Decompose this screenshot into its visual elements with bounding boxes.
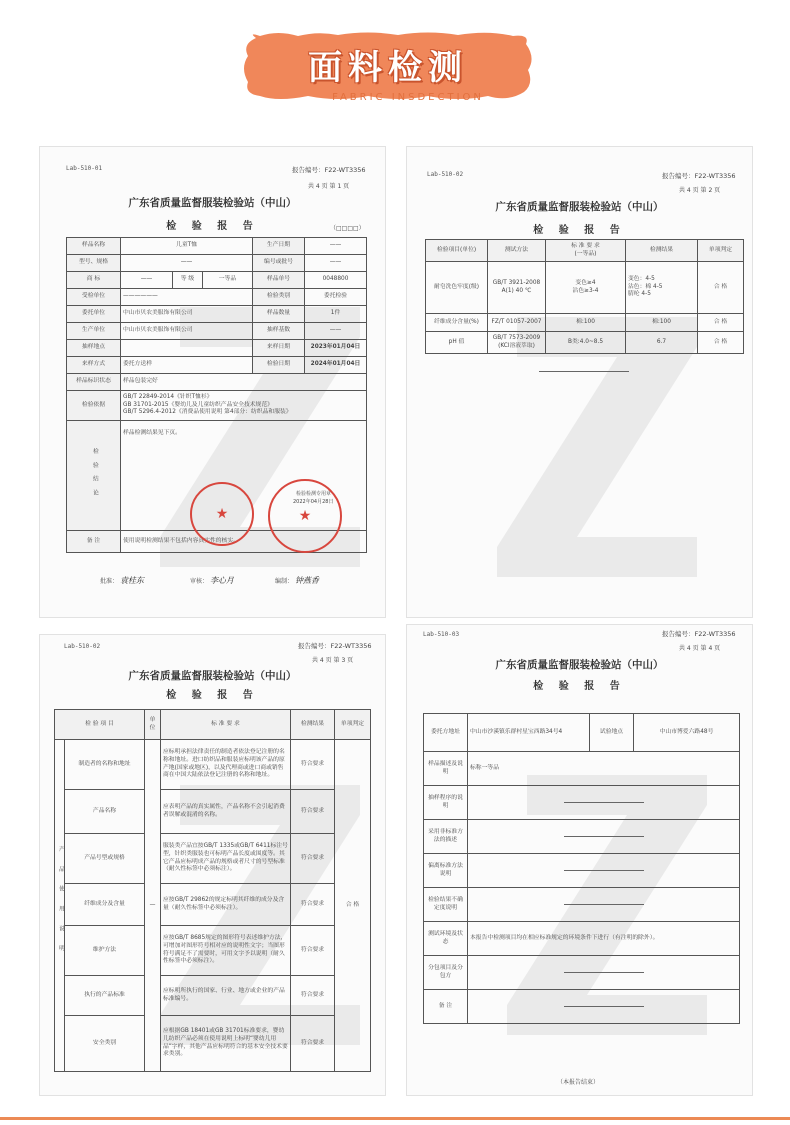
table-cell: 执行的产品标准 bbox=[65, 976, 145, 1016]
table-cell: 委托单位 bbox=[67, 306, 121, 323]
table-cell: 样品标识状态 bbox=[67, 374, 121, 391]
table-cell: — bbox=[145, 740, 161, 1072]
table-cell: 标称一等品 bbox=[468, 752, 740, 786]
report-page-2 bbox=[407, 147, 752, 617]
table-cell bbox=[468, 888, 740, 922]
table-cell: 采用非标准方法的描述 bbox=[424, 820, 468, 854]
report-number: 报告编号：F22-WT3356 bbox=[662, 172, 736, 180]
table-cell: 应按GB/T 29862的规定标明其纤维的成分及含量（耐久性标签中必须标注）。 bbox=[161, 884, 291, 926]
table-cell bbox=[468, 820, 740, 854]
table-cell: 应标明承担法律责任的制造者依法登记注册的名称和地址。进口纺织品和服装应标明该产品的原产地(国家或地区)，以及代理商或进口商或销售商在中国大陆依法登记注册的名称和地址。 bbox=[161, 740, 291, 790]
table-cell: 变色≥4 沾色≥3-4 bbox=[546, 262, 626, 314]
label-check-table bbox=[54, 709, 371, 1072]
form-code: Lab-510-01 bbox=[66, 165, 103, 172]
table-row bbox=[55, 884, 371, 926]
table-cell: 棉:100 bbox=[626, 314, 698, 332]
table-cell bbox=[121, 340, 253, 357]
table-cell: 应标明所执行的国家、行业、地方或企业的产品标准编号。 bbox=[161, 976, 291, 1016]
table-cell: 测试环境及状态 bbox=[424, 922, 468, 956]
table-cell: —— bbox=[305, 238, 367, 255]
table-cell: —— bbox=[305, 255, 367, 272]
table-cell: 制造者的名称和地址 bbox=[65, 740, 145, 790]
table-row bbox=[424, 854, 740, 888]
table-cell: 合 格 bbox=[698, 332, 744, 354]
table-row bbox=[55, 740, 371, 790]
table-cell: 来样日期 bbox=[253, 340, 305, 357]
conclusion-text: 样品检测结果见下页。 bbox=[123, 430, 181, 436]
header-subtitle: FABRIC INSDECTION bbox=[332, 92, 484, 103]
table-row bbox=[424, 990, 740, 1024]
bottom-divider bbox=[0, 1117, 790, 1120]
page-number: 共 4 页 第 1 页 bbox=[308, 183, 350, 190]
table-cell: 编号或批号 bbox=[253, 255, 305, 272]
table-cell: 一等品 bbox=[203, 272, 253, 289]
table-cell: 符合要求 bbox=[291, 926, 335, 976]
table-cell: 1件 bbox=[305, 306, 367, 323]
table-cell: B类:4.0~8.5 bbox=[546, 332, 626, 354]
page-number: 共 4 页 第 2 页 bbox=[679, 187, 721, 194]
review-signature: 审核： 李心月 bbox=[190, 576, 234, 585]
stamp-caption: 检验检测专用章 bbox=[296, 491, 332, 497]
table-cell: 来样方式 bbox=[67, 357, 121, 374]
report-title: 检 验 报 告 bbox=[166, 690, 259, 701]
table-cell: 儿童T恤 bbox=[121, 238, 253, 255]
table-cell: 偏离标准方法说明 bbox=[424, 854, 468, 888]
table-row bbox=[424, 922, 740, 956]
table-cell: 中山市沙溪镇乐群村星宝西路34号4 bbox=[468, 714, 590, 752]
table-row bbox=[424, 714, 740, 752]
table-cell: 产品使用说明 bbox=[55, 740, 65, 1072]
table-cell: 符合要求 bbox=[291, 1016, 335, 1072]
table-cell: 本报告中检测项目均在相应标准规定的环境条件下进行（有注明的除外）。 bbox=[468, 922, 740, 956]
table-cell bbox=[468, 990, 740, 1024]
approve-signature: 批准： 袁桂东 bbox=[100, 576, 144, 585]
table-row bbox=[424, 820, 740, 854]
table-cell: 符合要求 bbox=[291, 884, 335, 926]
table-cell: 检测结果 bbox=[626, 240, 698, 262]
table-cell: —————— bbox=[121, 289, 253, 306]
table-row bbox=[424, 786, 740, 820]
table-cell: pH 值 bbox=[426, 332, 488, 354]
table-cell: 单位 bbox=[145, 710, 161, 740]
table-cell: 分包项目及分包方 bbox=[424, 956, 468, 990]
table-row bbox=[55, 790, 371, 834]
table-cell: 检验日期 bbox=[253, 357, 305, 374]
table-cell: 标 准 要 求 bbox=[161, 710, 291, 740]
table-row bbox=[424, 956, 740, 990]
table-cell: 2024年01月04日 bbox=[305, 357, 367, 374]
table-row bbox=[426, 262, 744, 314]
table-cell: 中山市博爱六路48号 bbox=[634, 714, 740, 752]
table-cell: 抽样地点 bbox=[67, 340, 121, 357]
end-line bbox=[539, 371, 629, 372]
report-notes-table bbox=[423, 713, 740, 1024]
report-end-note: （本报告结束） bbox=[557, 1079, 600, 1086]
table-cell: 符合要求 bbox=[291, 834, 335, 884]
table-cell: 商 标 bbox=[67, 272, 121, 289]
table-cell: GB/T 7573-2009 (KCl溶液萃取) bbox=[488, 332, 546, 354]
table-cell: 纤维成分含量(%) bbox=[426, 314, 488, 332]
station-name: 广东省质量监督服装检验站（中山） bbox=[128, 670, 297, 682]
table-cell: 6.7 bbox=[626, 332, 698, 354]
table-cell: 样品描述及说明 bbox=[424, 752, 468, 786]
table-cell: 测试方法 bbox=[488, 240, 546, 262]
editor-signature: 编制： 钟燕香 bbox=[275, 576, 319, 585]
table-cell: 抽样程序的说明 bbox=[424, 786, 468, 820]
table-cell: 检验结果不确定度说明 bbox=[424, 888, 468, 922]
table-cell: 耐皂洗色牢度(级) bbox=[426, 262, 488, 314]
table-cell: 检测结果 bbox=[291, 710, 335, 740]
report-page-4 bbox=[407, 625, 752, 1095]
table-cell: 备 注 bbox=[67, 531, 121, 553]
table-cell: 使用说明检测结果不包括内容真实性的核实。 bbox=[121, 531, 367, 553]
report-number: 报告编号：F22-WT3356 bbox=[298, 642, 372, 650]
table-cell: 符合要求 bbox=[291, 976, 335, 1016]
table-cell: 合 格 bbox=[698, 262, 744, 314]
table-cell: 委托方地址 bbox=[424, 714, 468, 752]
table-cell: 单项判定 bbox=[335, 710, 371, 740]
table-row bbox=[55, 834, 371, 884]
table-cell: 生产日期 bbox=[253, 238, 305, 255]
table-cell: 安全类别 bbox=[65, 1016, 145, 1072]
table-cell: 委托检验 bbox=[305, 289, 367, 306]
table-cell: 样品单号 bbox=[253, 272, 305, 289]
table-cell: 生产单位 bbox=[67, 323, 121, 340]
table-cell: 委托方送样 bbox=[121, 357, 253, 374]
table-cell: 检验项目(单位) bbox=[426, 240, 488, 262]
report-title: 检 验 报 告 bbox=[533, 225, 626, 236]
table-cell: 样品包装完好 bbox=[121, 374, 367, 391]
corner-mark: （□□□□） bbox=[330, 225, 365, 232]
station-name: 广东省质量监督服装检验站（中山） bbox=[128, 197, 297, 209]
table-cell bbox=[468, 786, 740, 820]
table-cell: 样品名称 bbox=[67, 238, 121, 255]
table-cell: —— bbox=[121, 272, 173, 289]
form-code: Lab-510-03 bbox=[423, 631, 460, 638]
table-row bbox=[424, 752, 740, 786]
table-cell: 符合要求 bbox=[291, 790, 335, 834]
station-name: 广东省质量监督服装检验站（中山） bbox=[495, 659, 664, 671]
table-cell: 单项判定 bbox=[698, 240, 744, 262]
table-row bbox=[426, 332, 744, 354]
table-cell: 检验依据 bbox=[67, 391, 121, 421]
table-row bbox=[55, 926, 371, 976]
form-code: Lab-510-02 bbox=[427, 171, 464, 178]
table-cell: 0048800 bbox=[305, 272, 367, 289]
table-cell: 服装类产品宜按GB/T 1335或GB/T 6411标注号型，针织类服装也可标明产品长度或围度等。其它产品应标明成产品的规格或者尺寸的号型标准（耐久性标签中必须标注）。 bbox=[161, 834, 291, 884]
table-cell: 合 格 bbox=[335, 740, 371, 1072]
table-cell: 受检单位 bbox=[67, 289, 121, 306]
table-cell: 产品号型或规格 bbox=[65, 834, 145, 884]
table-cell: 2023年01月04日 bbox=[305, 340, 367, 357]
table-row bbox=[55, 1016, 371, 1072]
report-number: 报告编号：F22-WT3356 bbox=[292, 166, 366, 174]
table-cell: 棉:100 bbox=[546, 314, 626, 332]
report-title: 检 验 报 告 bbox=[533, 681, 626, 692]
report-page-1 bbox=[40, 147, 385, 617]
header-title: 面料检测 bbox=[308, 48, 468, 88]
table-cell: 中山市贝农美服饰有限公司 bbox=[121, 323, 253, 340]
report-title: 检 验 报 告 bbox=[166, 221, 259, 232]
test-results-table bbox=[425, 239, 744, 354]
table-cell: 抽样基数 bbox=[253, 323, 305, 340]
table-cell: 维护方法 bbox=[65, 926, 145, 976]
table-cell: 应表明产品的真实属性，产品名称不会引起消费者误解或混淆的名称。 bbox=[161, 790, 291, 834]
table-cell: 备 注 bbox=[424, 990, 468, 1024]
table-cell: 型号、规格 bbox=[67, 255, 121, 272]
report-page-3 bbox=[40, 635, 385, 1095]
table-cell: 检 验 项 目 bbox=[55, 710, 145, 740]
table-cell: FZ/T 01057-2007 bbox=[488, 314, 546, 332]
watermark-logo bbox=[497, 317, 697, 577]
table-row bbox=[55, 976, 371, 1016]
table-cell: 合 格 bbox=[698, 314, 744, 332]
page-number: 共 4 页 第 4 页 bbox=[679, 645, 721, 652]
red-seal-right: ★ bbox=[268, 479, 342, 553]
table-cell: —— bbox=[121, 255, 253, 272]
table-cell: 产品名称 bbox=[65, 790, 145, 834]
table-cell: GB/T 22849-2014《针织T恤衫》 GB 31701-2015《婴幼儿及儿童纺织产品安全技术规范》 GB/T 5296.4-2012《消费品使用说明 第4部分：纺织品和服装》 bbox=[121, 391, 367, 421]
table-cell: —— bbox=[305, 323, 367, 340]
form-code: Lab-510-02 bbox=[64, 643, 101, 650]
table-cell: 检验结论 bbox=[67, 421, 121, 531]
table-cell bbox=[468, 854, 740, 888]
table-cell: 中山市贝农美服饰有限公司 bbox=[121, 306, 253, 323]
table-cell: 样品数量 bbox=[253, 306, 305, 323]
table-cell: GB/T 3921-2008 A(1) 40 ℃ bbox=[488, 262, 546, 314]
table-cell: 试验地点 bbox=[590, 714, 634, 752]
table-cell: 标 准 要 求 (一等品) bbox=[546, 240, 626, 262]
table-cell: 检验类别 bbox=[253, 289, 305, 306]
table-cell: 符合要求 bbox=[291, 740, 335, 790]
station-name: 广东省质量监督服装检验站（中山） bbox=[495, 201, 664, 213]
red-seal-left: ★ bbox=[190, 482, 254, 546]
table-row bbox=[424, 888, 740, 922]
page-number: 共 4 页 第 3 页 bbox=[312, 657, 354, 664]
table-cell: 变色：4-5 沾色：棉 4-5 腈纶 4-5 bbox=[626, 262, 698, 314]
table-cell: 应根据GB 18401或GB 31701标准要求，婴幼儿纺织产品必须在使用说明上标明“婴幼儿用品”字样，其他产品应标明符合的基本安全技术要求类别。 bbox=[161, 1016, 291, 1072]
table-cell: 应按GB/T 8685规定的图形符号表述维护方法，可增加对图形符号相对应的说明性文字；当图形符号满足不了需要时，可用文字予以说明（耐久性标签中必须标注）。 bbox=[161, 926, 291, 976]
stamp-date: 2022年04月28日 bbox=[293, 499, 334, 505]
report-number: 报告编号：F22-WT3356 bbox=[662, 630, 736, 638]
table-cell: 等 级 bbox=[173, 272, 203, 289]
table-row bbox=[426, 314, 744, 332]
table-cell: 纤维成分及含量 bbox=[65, 884, 145, 926]
table-cell bbox=[468, 956, 740, 990]
